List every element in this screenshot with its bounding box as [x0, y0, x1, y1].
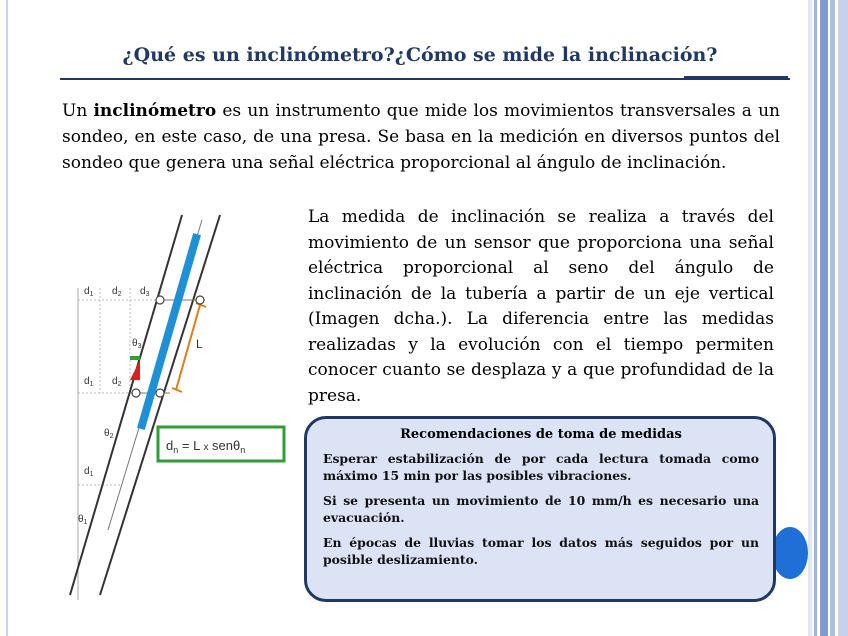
- title-underline-accent: [684, 76, 788, 80]
- svg-text:θ3: $\theta_3$: [132, 338, 142, 350]
- sensor-tube: [142, 238, 196, 425]
- svg-text:d1: $d_1$: [84, 286, 94, 298]
- recommendations-box: [304, 416, 776, 602]
- left-border-line: [6, 0, 8, 636]
- svg-text:θ2: $\theta_2$: [104, 428, 114, 440]
- casing-line-right: [100, 215, 220, 595]
- description-paragraph: La medida de inclinación se realiza a través del movimiento de un sensor que proporciona una señal eléctrica proporcional al seno del ángulo de inclinación de la tubería a partir de un eje vertical (Imagen dcha.). La diferencia entre las medidas realizadas y la evolución con el tiempo permiten conocer cuanto se desplaza y a que profundidad de la presa.: [308, 207, 774, 406]
- svg-text:d2: $d_2$: [112, 286, 122, 298]
- recommendations-title: Recomendaciones de toma de medidas: [400, 427, 682, 442]
- svg-text:d1: $d_1$: [84, 466, 94, 478]
- recommendation-item: En épocas de lluvias tomar los datos más seguidos por un posible deslizamiento.: [323, 535, 759, 567]
- title-underline: [60, 78, 790, 80]
- casing-line-left: [70, 215, 182, 595]
- decorative-circle: [772, 527, 808, 579]
- svg-text:d1: $d_1$: [84, 376, 94, 388]
- intro-term: inclinómetro: [93, 101, 217, 121]
- angle-marker-red: [130, 360, 140, 380]
- angle-marker-green: [130, 356, 140, 360]
- decorative-side-bars: [808, 0, 848, 636]
- recommendation-item: Esperar estabilización de por cada lectura tomada como máximo 15 min por las posibles vibraciones.: [323, 451, 759, 483]
- svg-text:d2: $d_2$: [112, 376, 122, 388]
- formula-text: $d_n = L$ x senθ$_n$: [166, 438, 246, 455]
- slide-title: ¿Qué es un inclinómetro?¿Cómo se mide la inclinación?: [122, 44, 718, 66]
- svg-text:θ1: $\theta_1$: [78, 514, 88, 526]
- recommendation-item: Si se presenta un movimiento de 10 mm/h es necesario una evacuación.: [323, 493, 759, 525]
- intro-paragraph: Un inclinómetro es un instrumento que mide los movimientos transversales a un sondeo, en este caso, de una presa. Se basa en la medición en diversos puntos del sondeo que genera una señal eléctrica proporcional al ángulo de inclinación.: [62, 101, 780, 173]
- inclinometer-diagram: [60, 210, 290, 600]
- label-L: L: [196, 337, 203, 351]
- svg-text:d3: $d_3$: [140, 286, 150, 298]
